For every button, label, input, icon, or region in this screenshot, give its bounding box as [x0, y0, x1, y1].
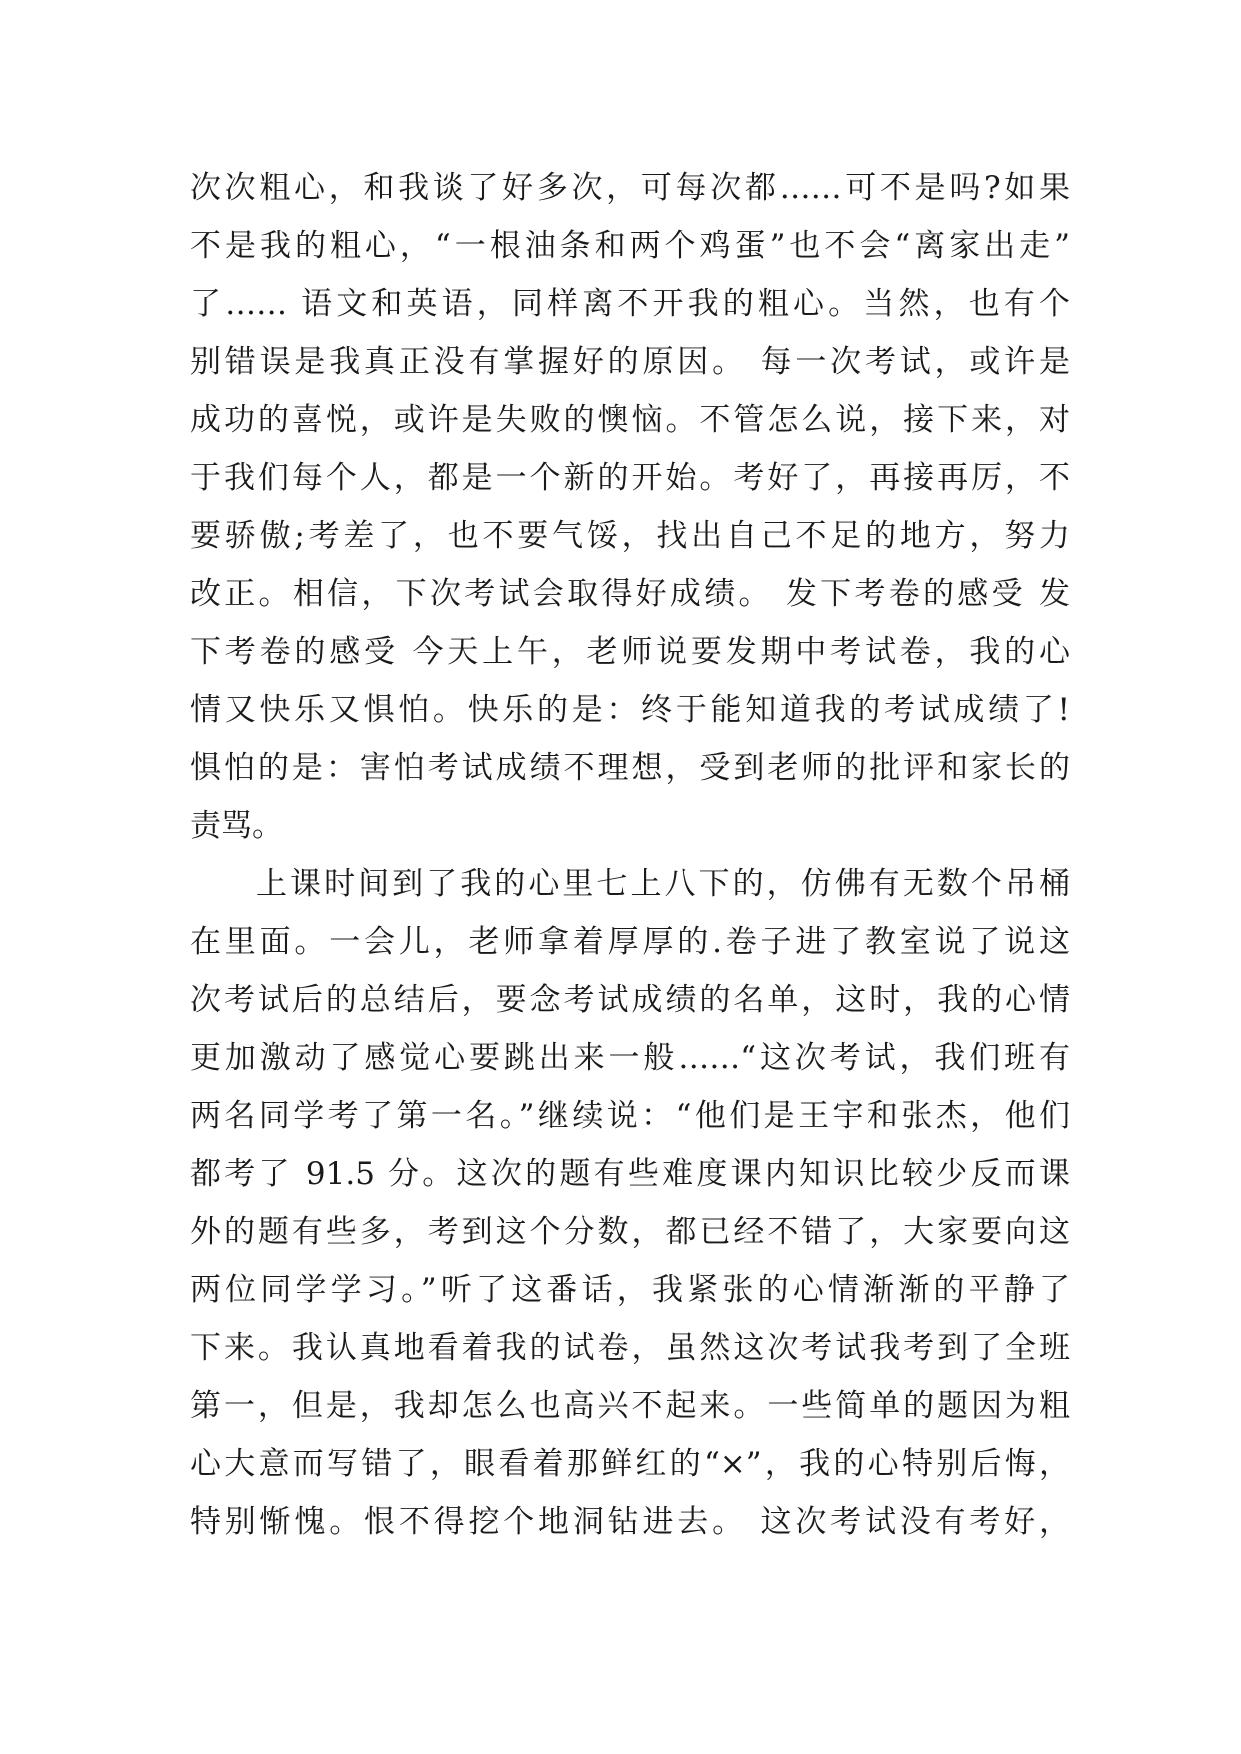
text-line: 别错误是我真正没有掌握好的原因。 每一次考试，或许是: [190, 344, 1070, 380]
text-line: 上课时间到了我的心里七上八下的，仿佛有无数个吊桶: [256, 866, 1070, 902]
text-line: 两名同学考了第一名。”继续说：“他们是王宇和张杰，他们: [190, 1098, 1070, 1134]
text-line: 要骄傲;考差了，也不要气馁，找出自己不足的地方，努力: [190, 518, 1070, 554]
paragraph-2: [190, 855, 1070, 1551]
text-line: 不是我的粗心，“一根油条和两个鸡蛋”也不会“离家出走”: [190, 228, 1070, 264]
text-line: 外的题有些多，考到这个分数，都已经不错了，大家要向这: [190, 1214, 1070, 1250]
text-line: 次次粗心，和我谈了好多次，可每次都……可不是吗?如果: [190, 170, 1070, 206]
text-line: 心大意而写错了，眼看着那鲜红的“×”，我的心特别后悔，: [190, 1446, 1070, 1482]
text-line: 在里面。一会儿，老师拿着厚厚的.卷子进了教室说了说这: [190, 924, 1070, 960]
paragraph-1: [190, 159, 1070, 855]
text-line: 惧怕的是：害怕考试成绩不理想，受到老师的批评和家长的: [190, 750, 1070, 786]
text-line: 下考卷的感受 今天上午，老师说要发期中考试卷，我的心: [190, 634, 1070, 670]
text-line: 改正。相信，下次考试会取得好成绩。 发下考卷的感受 发: [190, 576, 1070, 612]
text-line: 责骂。: [190, 808, 283, 844]
document-body: [190, 159, 1070, 1551]
text-line: 了…… 语文和英语，同样离不开我的粗心。当然，也有个: [190, 286, 1070, 322]
text-line: 两位同学学习。”听了这番话，我紧张的心情渐渐的平静了: [190, 1272, 1070, 1308]
text-line: 于我们每个人，都是一个新的开始。考好了，再接再厉，不: [190, 460, 1070, 496]
text-line: 情又快乐又惧怕。快乐的是：终于能知道我的考试成绩了!: [190, 692, 1070, 728]
text-line: 都考了 91.5 分。这次的题有些难度课内知识比较少反而课: [190, 1156, 1070, 1192]
text-line: 下来。我认真地看着我的试卷，虽然这次考试我考到了全班: [190, 1330, 1070, 1366]
text-line: 成功的喜悦，或许是失败的懊恼。不管怎么说，接下来，对: [190, 402, 1070, 438]
text-line: 第一，但是，我却怎么也高兴不起来。一些简单的题因为粗: [190, 1388, 1070, 1424]
text-line: 更加激动了感觉心要跳出来一般……“这次考试，我们班有: [190, 1040, 1070, 1076]
text-line: 特别惭愧。恨不得挖个地洞钻进去。 这次考试没有考好，: [190, 1504, 1070, 1540]
text-line: 次考试后的总结后，要念考试成绩的名单，这时，我的心情: [190, 982, 1070, 1018]
